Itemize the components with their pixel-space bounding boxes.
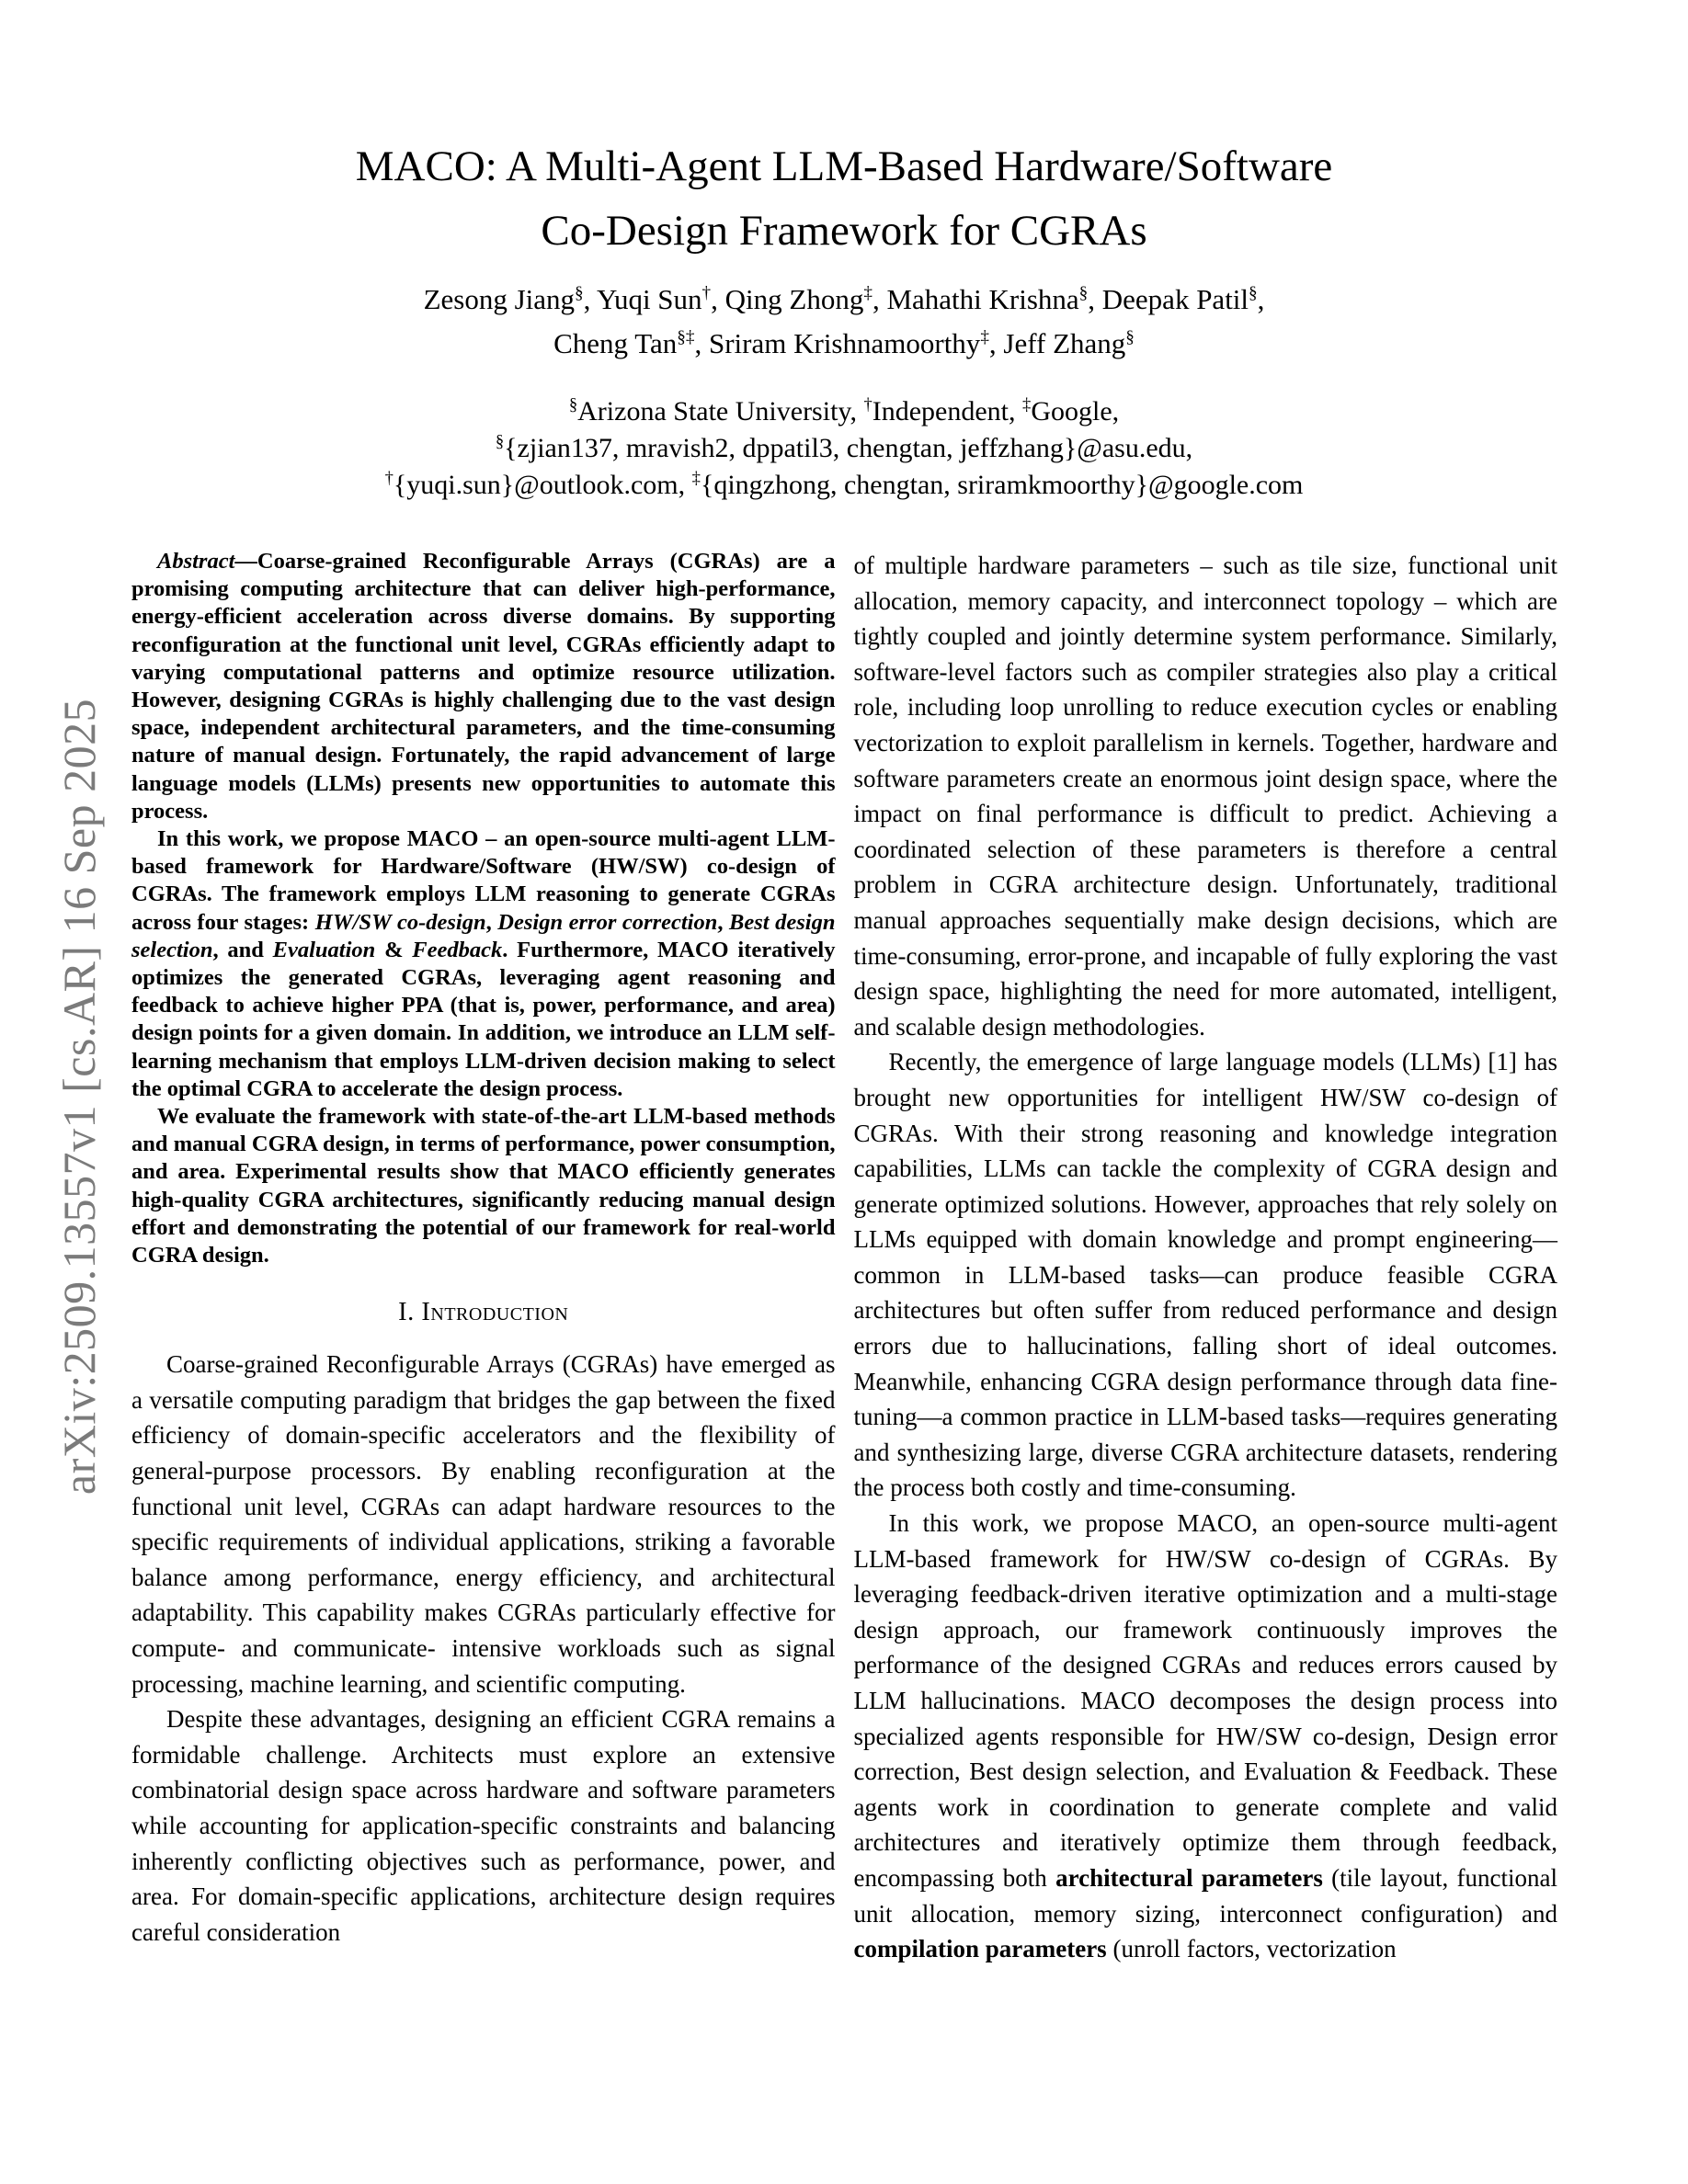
- arxiv-watermark: arXiv:2509.13557v1 [cs.AR] 16 Sep 2025: [53, 698, 105, 1496]
- abstract: [131, 548, 836, 1269]
- title-line-2: Co-Design Framework for CGRAs: [541, 207, 1147, 255]
- abstract-paragraph: We evaluate the framework with state-of-the-art LLM-based methods and manual CGRA design, in terms of performance, power consumption, and area. Experimental results show that MACO efficiently generates high-quality CGRA architectures, significantly reducing manual design effort and demonstrating the potential of our framework for real-world CGRA design.: [131, 1104, 836, 1268]
- body-paragraph: Despite these advantages, designing an efficient CGRA remains a formidable challenge. Architects must explore an extensive combinatorial design space across hardware and software parameters while accounting for application-specific constraints and balancing inherently conflicting objectives such as performance, power, and area. For domain-specific applications, architecture design requires careful consideration: [131, 1705, 836, 1946]
- paper-title: [0, 0, 1688, 263]
- left-column: [131, 548, 836, 1967]
- body-paragraph: Recently, the emergence of large language models (LLMs) [1] has brought new opportunities for intelligent HW/SW co-design of CGRAs. With their strong reasoning and knowledge integration capabilities, LLMs can tackle the complexity of CGRA design and generate optimized solutions. However, approaches that rely solely on LLMs equipped with domain knowledge and prompt engineering—common in LLM-based tasks—can produce feasible CGRA architectures but often suffer from reduced performance and design errors due to hallucinations, falling short of ideal outcomes. Meanwhile, enhancing CGRA design performance through data fine-tuning—a common practice in LLM-based tasks—requires generating and synthesizing large, diverse CGRA architecture datasets, rendering the process both costly and time-consuming.: [853, 1048, 1557, 1502]
- body-paragraph: In this work, we propose MACO, an open-source multi-agent LLM-based framework for HW/SW co-design of CGRAs. By leveraging feedback-driven iterative optimization and a multi-stage design approach, our framework continuously improves the performance of the designed CGRAs and reduces errors caused by LLM hallucinations. MACO decomposes the design process into specialized agents responsible for HW/SW co-design, Design error correction, Best design selection, and Evaluation & Feedback. These agents work in coordination to generate complete and valid architectures and iteratively optimize them through feedback, encompassing both architectural parameters (tile layout, functional unit allocation, memory sizing, interconnect configuration) and compilation parameters (unroll factors, vectorization: [853, 1509, 1557, 1963]
- body-paragraph: Coarse-grained Reconfigurable Arrays (CGRAs) have emerged as a versatile computing paradigm that bridges the gap between the fixed efficiency of domain-specific accelerators and the flexibility of general-purpose processors. By enabling reconfiguration at the functional unit level, CGRAs can adapt hardware resources to the specific requirements of individual applications, striking a favorable balance among performance, energy efficiency, and architectural adaptability. This capability makes CGRAs particularly effective for compute- and communicate- intensive workloads such as signal processing, machine learning, and scientific computing.: [131, 1350, 836, 1698]
- author-block: [0, 278, 1688, 366]
- section-heading-introduction: I. Introduction: [398, 1298, 569, 1327]
- right-column: [854, 548, 1558, 1967]
- paper-header: [0, 0, 1688, 504]
- email-line-2: †{yuqi.sun}@outlook.com, ‡{qingzhong, chengtan, sriramkmoorthy}@google.com: [384, 469, 1304, 500]
- author-line-2: Cheng Tan§‡, Sriram Krishnamoorthy‡, Jeff Zhang§: [553, 327, 1135, 359]
- affiliation-line: §Arizona State University, †Independent, ‡Google,: [568, 395, 1120, 427]
- abstract-paragraph: Abstract—Coarse-grained Reconfigurable Arrays (CGRAs) are a promising computing architecture that can deliver high-performance, energy-efficient acceleration across diverse domains. By supporting reconfiguration at the functional unit level, CGRAs efficiently adapt to varying computational patterns and optimize resource utilization. However, designing CGRAs is highly challenging due to the vast design space, independent architectural parameters, and the time-consuming nature of manual design. Fortunately, the rapid advancement of large language models (LLMs) presents new opportunities to automate this process.: [131, 549, 836, 824]
- email-line-1: §{zjian137, mravish2, dppatil3, chengtan, jeffzhang}@asu.edu,: [495, 432, 1193, 463]
- body-paragraph: of multiple hardware parameters – such as tile size, functional unit allocation, memory capacity, and interconnect topology – which are tightly coupled and jointly determine system performance. Similarly, software-level factors such as compiler strategies also play a critical role, including loop unrolling to reduce execution cycles or enabling vectorization to exploit parallelism in kernels. Together, hardware and software parameters create an enormous joint design space, where the impact on final performance is difficult to predict. Achieving a coordinated selection of these parameters is therefore a central problem in CGRA architecture design. Unfortunately, traditional manual approaches sequentially make design decisions, which are time-consuming, error-prone, and incapable of fully exploring the vast design space, highlighting the need for more automated, intelligent, and scalable design methodologies.: [853, 552, 1557, 1041]
- affiliation-block: [0, 393, 1688, 504]
- title-line-1: MACO: A Multi-Agent LLM-Based Hardware/Software: [355, 142, 1333, 190]
- two-column-body: [131, 548, 1557, 1967]
- author-line-1: Zesong Jiang§, Yuqi Sun†, Qing Zhong‡, Mahathi Krishna§, Deepak Patil§,: [423, 283, 1265, 315]
- abstract-paragraph: In this work, we propose MACO – an open-source multi-agent LLM-based framework for Hardware/Software (HW/SW) co-design of CGRAs. The framework employs LLM reasoning to generate CGRAs across four stages: HW/SW co-design, Design error correction, Best design selection, and Evaluation & Feedback. Furthermore, MACO iteratively optimizes the generated CGRAs, leveraging agent reasoning and feedback to achieve higher PPA (that is, power, performance, and area) design points for a given domain. In addition, we introduce an LLM self-learning mechanism that employs LLM-driven decision making to select the optimal CGRA to accelerate the design process.: [131, 826, 836, 1101]
